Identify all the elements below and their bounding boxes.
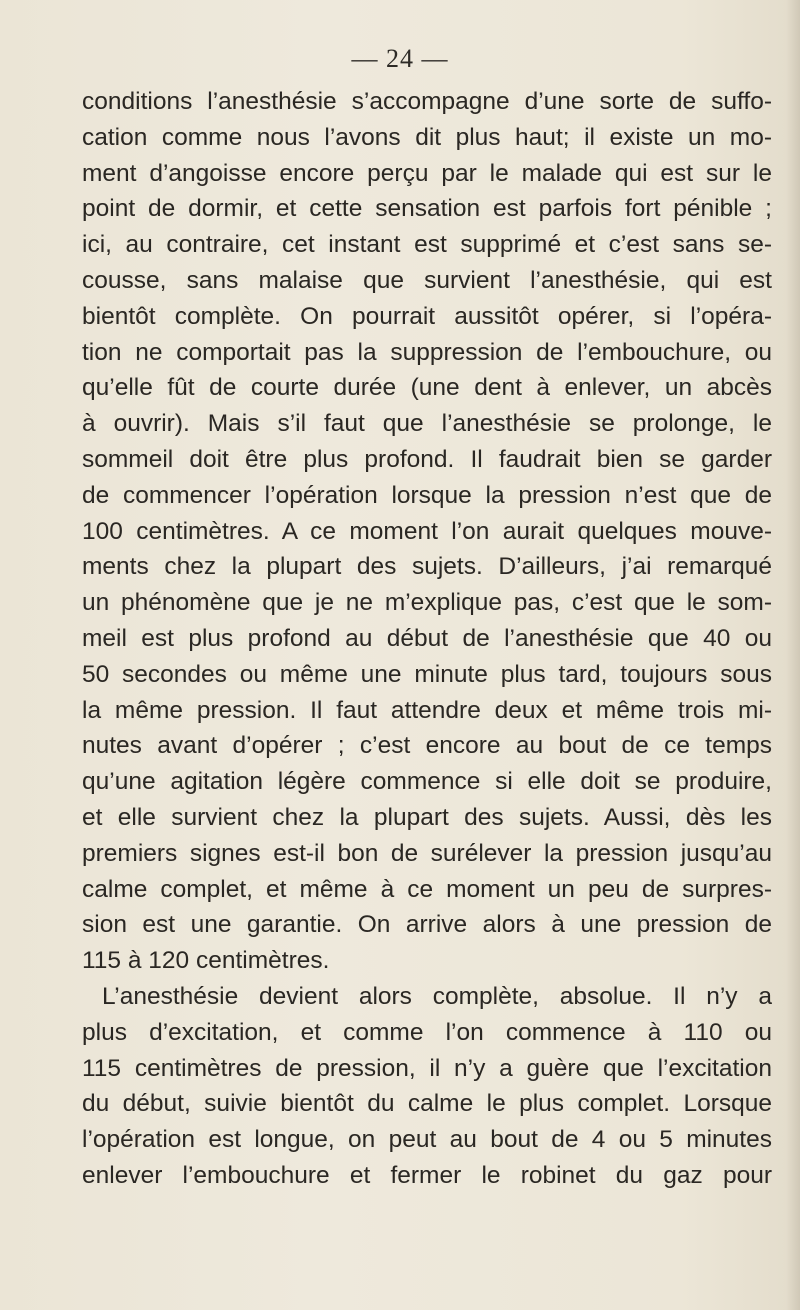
- text-line: cation comme nous l’avons dit plus haut; il existe un mo-: [82, 123, 772, 151]
- text-line: sommeil doit être plus profond. Il faudrait bien se garder: [82, 445, 772, 473]
- text-line: du début, suivie bientôt du calme le plus complet. Lorsque: [82, 1090, 772, 1118]
- text-line: nutes avant d’opérer ; c’est encore au bout de ce temps: [82, 732, 772, 760]
- text-line: cousse, sans malaise que survient l’anesthésie, qui est: [82, 266, 772, 294]
- text-line: et elle survient chez la plupart des sujets. Aussi, dès les: [82, 803, 772, 831]
- text-line: la même pression. Il faut attendre deux et même trois mi-: [82, 696, 772, 724]
- text-line: conditions l’anesthésie s’accompagne d’une sorte de suffo-: [82, 88, 772, 115]
- text-line: meil est plus profond au début de l’anesthésie que 40 ou: [82, 624, 772, 652]
- text-line: sion est une garantie. On arrive alors à une pression de: [82, 911, 772, 939]
- body-text: [82, 84, 772, 1194]
- text-line: ments chez la plupart des sujets. D’ailleurs, j’ai remarqué: [82, 553, 772, 581]
- text-line: point de dormir, et cette sensation est parfois fort pénible ;: [82, 195, 772, 223]
- page-edge-shadow: [786, 0, 800, 1310]
- text-line: 50 secondes ou même une minute plus tard, toujours sous: [82, 660, 772, 688]
- text-line: enlever l’embouchure et fermer le robinet du gaz pour: [82, 1161, 772, 1189]
- paragraph-start-line: L’anesthésie devient alors complète, absolue. Il n’y a: [102, 982, 772, 1010]
- text-line: bientôt complète. On pourrait aussitôt opérer, si l’opéra-: [82, 302, 772, 330]
- text-line: qu’elle fût de courte durée (une dent à enlever, un abcès: [82, 374, 772, 402]
- text-line: ment d’angoisse encore perçu par le malade qui est sur le: [82, 159, 772, 187]
- page-number: — 24 —: [351, 44, 449, 73]
- text-line: à ouvrir). Mais s’il faut que l’anesthésie se prolonge, le: [82, 410, 772, 438]
- text-line: ici, au contraire, cet instant est supprimé et c’est sans se-: [82, 231, 772, 259]
- text-line: plus d’excitation, et comme l’on commence à 110 ou: [82, 1018, 772, 1046]
- text-line: 115 centimètres de pression, il n’y a guère que l’excitation: [82, 1054, 772, 1082]
- text-line: qu’une agitation légère commence si elle doit se produire,: [82, 768, 772, 796]
- text-line: de commencer l’opération lorsque la pression n’est que de: [82, 481, 772, 509]
- text-line: 100 centimètres. A ce moment l’on aurait quelques mouve-: [82, 517, 772, 545]
- text-line: tion ne comportait pas la suppression de l’embouchure, ou: [82, 338, 772, 366]
- text-line: 115 à 120 centimètres.: [82, 947, 330, 975]
- text-line: l’opération est longue, on peut au bout de 4 ou 5 minutes: [82, 1126, 772, 1154]
- text-line: premiers signes est-il bon de surélever la pression jusqu’au: [82, 839, 772, 867]
- text-line: un phénomène que je ne m’explique pas, c’est que le som-: [82, 589, 772, 617]
- text-line: calme complet, et même à ce moment un peu de surpres-: [82, 875, 772, 903]
